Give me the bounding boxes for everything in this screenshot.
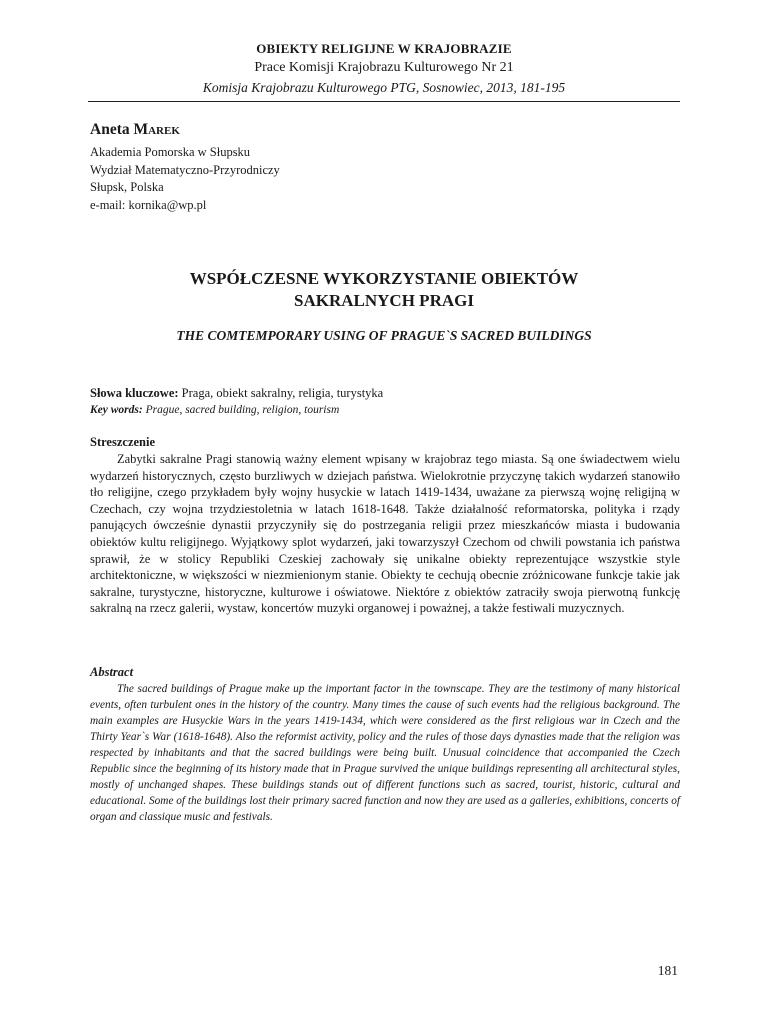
affiliation-line: Słupsk, Polska xyxy=(90,180,164,194)
author-block xyxy=(90,119,680,214)
title-block xyxy=(88,268,680,345)
keywords-block xyxy=(90,385,680,419)
streszczenie-section xyxy=(90,434,680,617)
author-first-name: Aneta xyxy=(90,121,130,138)
journal-header xyxy=(88,40,680,97)
keywords-polish-label: Słowa kluczowe: xyxy=(90,386,179,400)
abstract-heading: Abstract xyxy=(90,665,134,679)
abstract-text: The sacred buildings of Prague make up the important factor in the townscape. They are the testimony of many historical events, often turbulent ones in the history of the country. Many times the cause of such events had the religious background. The main examples are Husyckie Wars in the years 1419-1434, which were considered as the first religious war in Czech and the Thirty Year`s War (1618-1648). Also the reformist activity, policy and the rules of those days dynasties made that the religion was respected by inhabitants and that the sacred buildings were being built. Unusual coincidence that accompanied the Czech Republic since the beginning of its history made that in Prague survived the unique buildings representing all architectural styles, mostly of unchanged shapes. These buildings stands out of different functions such as sacred, tourist, historic, cultural and educational. Some of the buildings lost their primary sacred function and now they are used as a galleries, exhibitions, concerts of organ and classique music and festivals. xyxy=(90,683,680,823)
journal-title: Prace Komisji Krajobrazu Kulturowego Nr 21 xyxy=(254,60,514,75)
abstract-section xyxy=(90,664,680,825)
affiliation-line: Wydział Matematyczno-Przyrodniczy xyxy=(90,162,280,177)
keywords-english-value: Prague, sacred building, religion, tourism xyxy=(142,404,340,416)
affiliation-line: Akademia Pomorska w Słupsku xyxy=(90,145,251,159)
publication-info: Komisja Krajobrazu Kulturowego PTG, Sosnowiec, 2013, 181-195 xyxy=(202,80,566,95)
title-english: THE COMTEMPORARY USING OF PRAGUE`S SACRED BUILDINGS xyxy=(176,328,592,343)
streszczenie-heading: Streszczenie xyxy=(90,435,156,449)
keywords-english xyxy=(90,402,680,419)
author-last-name: Marek xyxy=(133,121,180,138)
author-email: e-mail: kornika@wp.pl xyxy=(90,197,207,212)
title-polish-line-1: WSPÓŁCZESNE WYKORZYSTANIE OBIEKTÓW xyxy=(189,269,579,288)
keywords-polish-value: Praga, obiekt sakralny, religia, turystyka xyxy=(178,386,384,400)
author-name xyxy=(90,119,680,141)
keywords-english-label: Key words: xyxy=(90,404,143,416)
streszczenie-text: Zabytki sakralne Pragi stanowią ważny element wpisany w krajobraz tego miasta. Są one świadectwem wielu wydarzeń historycznych, często burzliwych w dziejach państwa. Wielokrotnie przyczynę takich wydarzeń stanowiło tło religijne, czego przykładem były wojny husyckie w latach 1419-1434, uważane za pierwszą wojnę religijną w Czechach, czy wojna trzydziestoletnia w latach 1618-1648. Także działalność reformatorska, polityka i rządy panujących ówcześnie dynastii przyczyniły się do postrzegania religii przez mieszkańców miasta i budowania obiektów kultu religijnego. Wyjątkowy splot wydarzeń, jaki towarzyszył Czechom od chwili powstania ich państwa sprawił, że w stolicy Republiki Czeskiej zachowały się unikalne obiekty reprezentujące wszystkie style architektoniczne, w większości w niezmienionym stanie. Obiekty te cechują obecnie zróżnicowane funkcje takie jak sakralne, turystyczne, historyczne, kulturowe i oświatowe. Niektóre z obiektów zatraciły swoja pierwotną funkcję sakralną na rzecz galerii, wystaw, koncertów muzyki organowej i poważnej, a także festiwali muzycznych. xyxy=(90,452,680,616)
keywords-polish xyxy=(90,385,680,402)
series-title: OBIEKTY RELIGIJNE W KRAJOBRAZIE xyxy=(256,41,512,56)
header-rule xyxy=(88,101,680,102)
page-number: 181 xyxy=(657,963,678,978)
title-polish-line-2: SAKRALNYCH PRAGI xyxy=(294,291,474,310)
